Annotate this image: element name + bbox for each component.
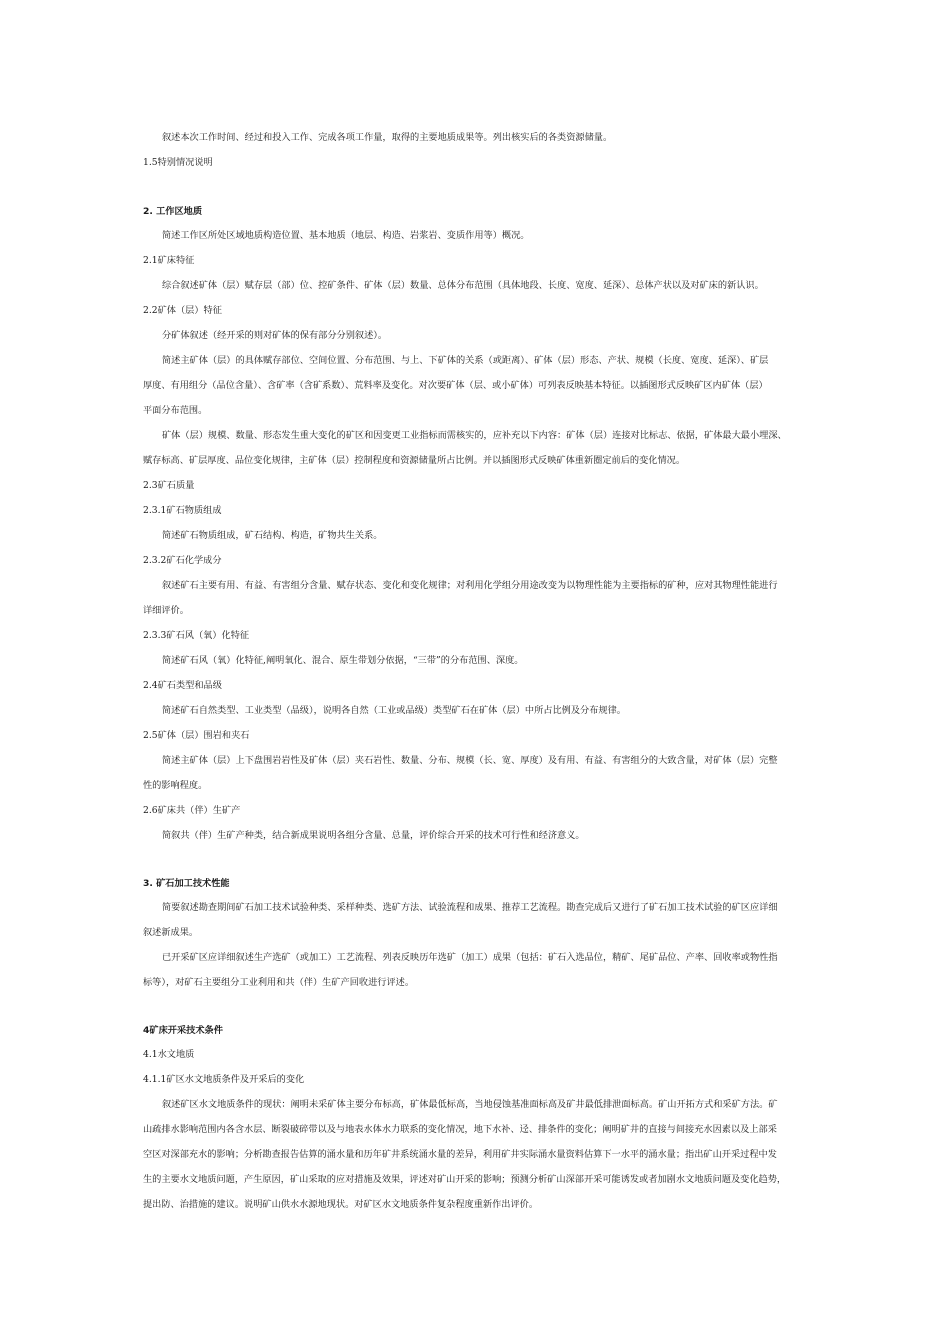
subsection-heading: 4.1.1矿区水文地质条件及开采后的变化 bbox=[143, 1074, 305, 1085]
section-heading: 2.3矿石质量 bbox=[143, 480, 195, 491]
paragraph-line: 简述矿石风（氧）化特征,阐明氧化、混合、原生带划分依据，“三带”的分布范围、深度。 bbox=[162, 655, 524, 666]
paragraph-line: 已开采矿区应详细叙述生产选矿（或加工）工艺流程、列表反映历年选矿（加工）成果（包括：矿石入选品位，精矿、尾矿品位、产率、回收率或物性指 bbox=[162, 952, 778, 963]
paragraph-line: 赋存标高、矿层厚度、品位变化规律，主矿体（层）控制程度和资源储量所占比例。并以插图形式反映矿体重新圈定前后的变化情况。 bbox=[143, 455, 686, 466]
paragraph-line: 简要叙述勘查期间矿石加工技术试验种类、采样种类、选矿方法、试验流程和成果、推荐工艺流程。勘查完成后又进行了矿石加工技术试验的矿区应详细 bbox=[162, 902, 778, 913]
section-heading: 2.1矿床特征 bbox=[143, 255, 195, 266]
paragraph-line: 矿体（层）规模、数量、形态发生重大变化的矿区和因变更工业指标而需核实的，应补充以下内容：矿体（层）连接对比标志、依据，矿体最大最小埋深、 bbox=[162, 430, 787, 441]
paragraph-line: 叙述本次工作时间、经过和投入工作、完成各项工作量，取得的主要地质成果等。列出核实后的各类资源储量。 bbox=[162, 132, 613, 143]
paragraph-line: 叙述矿石主要有用、有益、有害组分含量、赋存状态、变化和变化规律；对利用化学组分用途改变为以物理性能为主要指标的矿种，应对其物理性能进行 bbox=[162, 580, 778, 591]
paragraph-line: 简述工作区所处区域地质构造位置、基本地质（地层、构造、岩浆岩、变质作用等）概况。 bbox=[162, 230, 530, 241]
paragraph-line: 性的影响程度。 bbox=[143, 780, 208, 791]
paragraph-line: 标等），对矿石主要组分工业利用和共（伴）生矿产回收进行评述。 bbox=[143, 977, 415, 988]
paragraph-line: 简述主矿体（层）的具体赋存部位、空间位置、分布范围、与上、下矿体的关系（或距离）、矿体（层）形态、产状、规模（长度、宽度、延深）、矿层 bbox=[162, 355, 769, 366]
paragraph-line: 提出防、治措施的建议。说明矿山供水水源地现状。对矿区水文地质条件复杂程度重新作出评价。 bbox=[143, 1199, 539, 1210]
section-heading: 4.1水文地质 bbox=[143, 1049, 195, 1060]
subsection-heading: 2.3.1矿石物质组成 bbox=[143, 505, 222, 516]
section-heading: 2.4矿石类型和品级 bbox=[143, 680, 222, 691]
paragraph-line: 山疏排水影响范围内各含水层、断裂破碎带以及与地表水体水力联系的变化情况，地下水补、迳、排条件的变化；阐明矿井的直接与间接充水因素以及上部采 bbox=[143, 1124, 777, 1135]
paragraph-line: 平面分布范围。 bbox=[143, 405, 208, 416]
paragraph-line: 详细评价。 bbox=[143, 605, 189, 616]
paragraph-line: 生的主要水文地质问题，产生原因，矿山采取的应对措施及效果，评述对矿山开采的影响；预测分析矿山深部开采可能诱发或者加剧水文地质问题及变化趋势， bbox=[143, 1174, 787, 1185]
section-heading: 2.5矿体（层）围岩和夹石 bbox=[143, 730, 250, 741]
chapter-heading: 2. 工作区地质 bbox=[143, 206, 203, 217]
paragraph-line: 叙述新成果。 bbox=[143, 927, 199, 938]
paragraph-line: 厚度、有用组分（品位含量）、含矿率（含矿系数）、荒料率及变化。对次要矿体（层、或小矿体）可列表反映基本特征。以插图形式反映矿区内矿体（层） bbox=[143, 380, 768, 391]
chapter-heading: 3. 矿石加工技术性能 bbox=[143, 878, 230, 889]
paragraph-line: 综合叙述矿体（层）赋存层（部）位、控矿条件、矿体（层）数量、总体分布范围（具体地段、长度、宽度、延深）、总体产状以及对矿床的新认识。 bbox=[162, 280, 764, 291]
paragraph-line: 简述矿石物质组成，矿石结构、构造，矿物共生关系。 bbox=[162, 530, 383, 541]
section-heading: 2.6矿床共（伴）生矿产 bbox=[143, 805, 241, 816]
paragraph-line: 简述矿石自然类型、工业类型（品级），说明各自然（工业或品级）类型矿石在矿体（层）中所占比例及分布规律。 bbox=[162, 705, 626, 716]
subsection-heading: 2.3.2矿石化学成分 bbox=[143, 555, 222, 566]
paragraph-line: 分矿体叙述（经开采的则对矿体的保有部分分别叙述）。 bbox=[162, 330, 388, 341]
paragraph-line: 简叙共（伴）生矿产种类，结合新成果说明各组分含量、总量，评价综合开采的技术可行性和经济意义。 bbox=[162, 830, 585, 841]
paragraph-line: 叙述矿区水文地质条件的现状：阐明未采矿体主要分布标高，矿体最低标高，当地侵蚀基准面标高及矿井最低排泄面标高。矿山开拓方式和采矿方法。矿 bbox=[162, 1099, 778, 1110]
section-heading: 1.5特别情况说明 bbox=[143, 157, 213, 168]
paragraph-line: 简述主矿体（层）上下盘围岩岩性及矿体（层）夹石岩性、数量、分布、规模（长、宽、厚度）及有用、有益、有害组分的大致含量，对矿体（层）完整 bbox=[162, 755, 778, 766]
section-heading: 2.2矿体（层）特征 bbox=[143, 305, 222, 316]
subsection-heading: 2.3.3矿石风（氧）化特征 bbox=[143, 630, 250, 641]
paragraph-line: 空区对深部充水的影响；分析勘查报告估算的涌水量和历年矿井系统涌水量的差异，利用矿井实际涌水量资料估算下一水平的涌水量；指出矿山开采过程中发 bbox=[143, 1149, 777, 1160]
chapter-heading: 4矿床开采技术条件 bbox=[143, 1025, 223, 1036]
